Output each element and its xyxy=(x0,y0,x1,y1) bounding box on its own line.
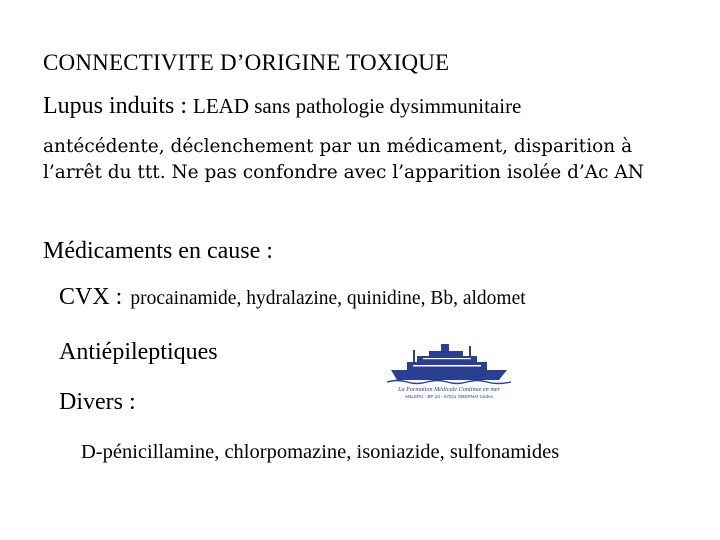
divers-label: Divers : xyxy=(59,389,136,415)
meds-heading: Médicaments en cause : xyxy=(43,238,273,264)
antiepileptiques-label: Antiépileptiques xyxy=(59,339,218,365)
logo-text-line1: La Formation Médicale Continue en mer xyxy=(398,386,500,393)
ship-logo xyxy=(383,340,515,402)
divers-items: D-pénicillamine, chlorpomazine, isoniazide, sulfonamides xyxy=(81,441,560,463)
lupus-heading-line xyxy=(43,93,521,120)
lupus-label: Lupus induits : xyxy=(43,93,194,119)
cvx-items: procainamide, hydralazine, quinidine, Bb, aldomet xyxy=(130,288,526,309)
logo-text-line2: ANLEPU - BP 24 - 67211 OBERNAI Cedex xyxy=(405,394,493,399)
cvx-line xyxy=(59,284,526,311)
lupus-description: antécédente, déclenchement par un médicament, disparition à l’arrêt du ttt. Ne pas confondre avec l’apparition isolée d’Ac AN xyxy=(43,136,644,183)
lupus-first-line: LEAD sans pathologie dysimmunitaire xyxy=(193,94,522,118)
slide-title: CONNECTIVITE D’ORIGINE TOXIQUE xyxy=(43,50,450,75)
cvx-label: CVX : xyxy=(59,284,123,310)
